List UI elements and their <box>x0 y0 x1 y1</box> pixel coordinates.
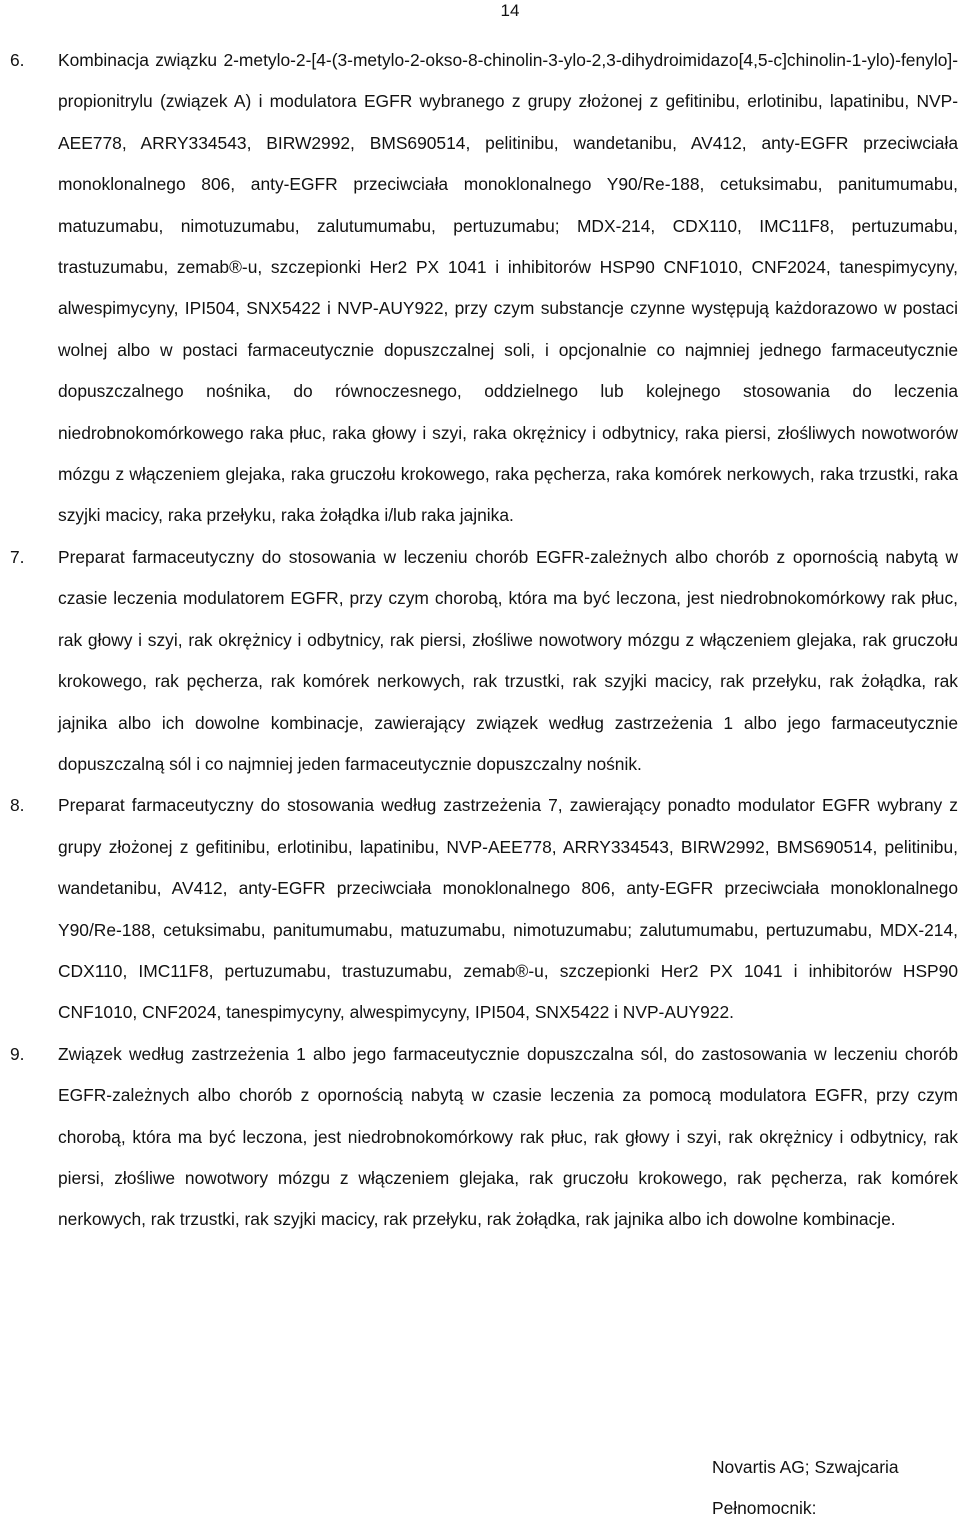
applicant-name: Novartis AG; Szwajcaria <box>712 1457 899 1477</box>
claim-text: Preparat farmaceutyczny do stosowania według zastrzeżenia 7, zawierający ponadto modulator EGFR wybrany z grupy złożonej z gefitinibu, erlotinibu, lapatinibu, NVP-AEE778, ARRY334543, BIRW2992, BMS690514, pelitinibu, wandetanibu, AV412, anty-EGFR przeciwciała monoklonalnego 806, anty-EGFR przeciwciała monoklonalnego Y90/Re-188, cetuksimabu, panitumumabu, matuzumabu, nimotuzumabu; zalutumumabu, pertuzumabu, MDX-214, CDX110, IMC11F8, pertuzumabu, trastuzumabu, zemab®-u, szczepionki Her2 PX 1041 i inhibitorów HSP90 CNF1010, CNF2024, tanespimycyny, alwespimycyny, IPI504, SNX5422 i NVP-AUY922. <box>58 795 958 1023</box>
claims-list <box>0 40 960 1241</box>
claim-7 <box>0 537 960 785</box>
claim-6 <box>0 40 960 537</box>
claim-number: 8. <box>10 795 25 816</box>
claim-9 <box>0 1034 960 1241</box>
attorney-label: Pełnomocnik: <box>712 1498 817 1518</box>
claim-text: Związek według zastrzeżenia 1 albo jego farmaceutycznie dopuszczalna sól, do zastosowania w leczeniu chorób EGFR-zależnych albo chorób z opornością nabytą w czasie leczenia za pomocą modulatora EGFR, przy czym chorobą, która ma być leczona, jest niedrobnokomórkowy rak płuc, rak głowy i szyi, rak okrężnicy i odbytnicy, rak piersi, złośliwe nowotwory mózgu z włączeniem glejaka, rak gruczołu krokowego, rak pęcherza, rak komórek nerkowych, rak trzustki, rak szyjki macicy, rak przełyku, rak żołądka, rak jajnika albo ich dowolne kombinacje. <box>58 1043 958 1230</box>
claim-text: Kombinacja związku 2-metylo-2-[4-(3-metylo-2-okso-8-chinolin-3-ylo-2,3-dihydroimidazo[4,5-c]chinolin-1-ylo)-fenylo]-propionitrylu (związek A) i modulatora EGFR wybranego z grupy złożonej z gefitinibu, erlotinibu, lapatinibu, NVP-AEE778, ARRY334543, BIRW2992, BMS690514, pelitinibu, wandetanibu, AV412, anty-EGFR przeciwciała monoklonalnego 806, anty-EGFR przeciwciała monoklonalnego Y90/Re-188, cetuksimabu, panitumumabu, matuzumabu, nimotuzumabu, zalutumumabu, pertuzumabu; MDX-214, CDX110, IMC11F8, pertuzumabu, trastuzumabu, zemab®-u, szczepionki Her2 PX 1041 i inhibitorów HSP90 CNF1010, CNF2024, tanespimycyny, alwespimycyny, IPI504, SNX5422 i NVP-AUY922, przy czym substancje czynne występują każdorazowo w postaci wolnej albo w postaci farmaceutycznie dopuszczalnej soli, i opcjonalnie co najmniej jednego farmaceutycznie dopuszczalnego nośnika, do równoczesnego, oddzielnego lub kolejnego stosowania do leczenia niedrobnokomórkowego raka płuc, raka głowy i szyi, raka okrężnicy i odbytnicy, raka piersi, złośliwych nowotworów mózgu z włączeniem glejaka, raka gruczołu krokowego, raka pęcherza, raka komórek nerkowych, raka trzustki, raka szyjki macicy, raka przełyku, raka żołądka i/lub raka jajnika. <box>58 50 958 526</box>
page-number: 14 <box>500 1 520 20</box>
claim-number: 9. <box>10 1043 25 1064</box>
claim-number: 6. <box>10 50 25 70</box>
claim-text: Preparat farmaceutyczny do stosowania w leczeniu chorób EGFR-zależnych albo chorób z opornością nabytą w czasie leczenia modulatorem EGFR, przy czym chorobą, która ma być leczona, jest niedrobnokomórkowy rak płuc, rak głowy i szyi, rak okrężnicy i odbytnicy, rak piersi, złośliwe nowotwory mózgu z włączeniem glejaka, rak gruczołu krokowego, rak pęcherza, rak komórek nerkowych, rak trzustki, rak szyjki macicy, rak przełyku, rak żołądka, rak jajnika albo ich dowolne kombinacje, zawierający związek według zastrzeżenia 1 albo jego farmaceutycznie dopuszczalną sól i co najmniej jeden farmaceutycznie dopuszczalny nośnik. <box>58 546 958 774</box>
claim-number: 7. <box>10 546 25 567</box>
claim-8 <box>0 785 960 1033</box>
